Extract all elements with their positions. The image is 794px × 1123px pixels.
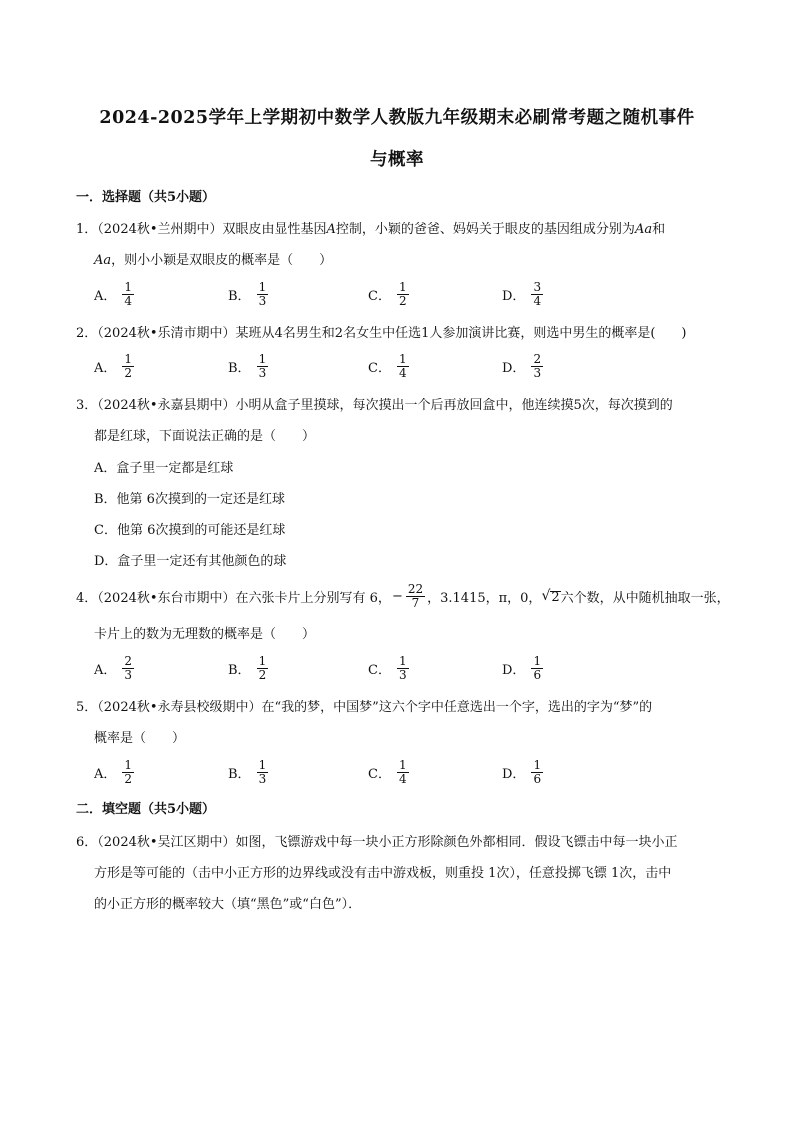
q2-option-d: D． $\frac{2}{3}$: [502, 351, 542, 380]
q4-text-end: 六个数，从中随机抽取一张，: [560, 590, 730, 606]
q2-option-c: C． $\frac{1}{4}$: [368, 351, 407, 380]
q1-option-d: D． $\frac{3}{4}$: [502, 279, 542, 308]
question-4-line2: 卡片上的数为无理数的概率是（ ）: [94, 627, 316, 642]
q4-negative-fraction: − $\frac{22}{7}$: [391, 581, 424, 610]
q3-option-a: A．盒子里一定都是红球: [94, 461, 234, 476]
section-fill-heading: 二．填空题（共5小题）: [76, 802, 216, 817]
fraction: $\frac{1}{6}$: [533, 757, 542, 786]
q2-option-b: B． $\frac{1}{3}$: [228, 351, 267, 380]
fraction: $\frac{1}{2}$: [124, 757, 133, 786]
question-4-line1: [76, 578, 730, 614]
q5-option-a: A． $\frac{1}{2}$: [94, 757, 133, 786]
sqrt-icon: √ 2: [541, 588, 560, 605]
doc-title-line2: 与概率: [370, 150, 424, 170]
q2-option-a: A． $\frac{1}{2}$: [94, 351, 133, 380]
fraction: $\frac{1}{4}$: [124, 279, 133, 308]
q5-option-d: D． $\frac{1}{6}$: [502, 757, 542, 786]
fraction: $\frac{1}{4}$: [398, 757, 407, 786]
fraction: $\frac{1}{2}$: [124, 351, 133, 380]
q4-option-a: A． $\frac{2}{3}$: [94, 653, 133, 682]
question-5-line1: 5．（2024秋•永寿县校级期中）在“我的梦，中国梦”这六个字中任意选出一个字，选出的字为“梦”的: [76, 700, 653, 715]
question-6-line3: 的小正方形的概率较大（填“黑色”或“白色”）．: [94, 897, 362, 912]
fraction: $\frac{1}{6}$: [533, 653, 542, 682]
question-5-line2: 概率是（ ）: [94, 731, 186, 746]
question-2-line1: 2．（2024秋•乐清市期中）某班从4名男生和2名女生中任选1人参加演讲比赛，则选中男生的概率是( ): [76, 326, 687, 341]
q1-option-c: C． $\frac{1}{2}$: [368, 279, 407, 308]
question-2-options: [94, 348, 734, 384]
q3-option-d: D．盒子里一定还有其他颜色的球: [94, 554, 287, 569]
question-1-line1: [76, 218, 665, 237]
q1-text-mid: 控制，小颖的爸爸、妈妈关于眼皮的基因组成分别为: [335, 222, 635, 237]
fraction: $\frac{1}{3}$: [258, 351, 267, 380]
fraction: $\frac{1}{2}$: [258, 653, 267, 682]
question-4-options: [94, 650, 734, 686]
fraction: $\frac{2}{3}$: [124, 653, 133, 682]
fraction: $\frac{1}{4}$: [398, 351, 407, 380]
q1-text-line2: ，则小小颖是双眼皮的概率是（ ）: [111, 253, 333, 268]
question-1-options: [94, 276, 734, 312]
q5-option-c: C． $\frac{1}{4}$: [368, 757, 407, 786]
q1-var-aa1: Aa: [634, 222, 653, 237]
question-3-line1: 3．（2024秋•永嘉县期中）小明从盒子里摸球，每次摸出一个后再放回盒中，他连续摸5次，每次摸到的: [76, 398, 673, 413]
q3-option-c: C．他第 6次摸到的可能还是红球: [94, 523, 286, 538]
fraction: $\frac{3}{4}$: [533, 279, 542, 308]
doc-title-line1: 2024-2025学年上学期初中数学人教版九年级期末必刷常考题之随机事件: [99, 108, 695, 128]
q1-var-a: A: [326, 222, 336, 237]
q4-text-mid: ，3.1415，π，0，: [427, 590, 542, 606]
q5-option-b: B． $\frac{1}{3}$: [228, 757, 267, 786]
q1-option-a: A． $\frac{1}{4}$: [94, 279, 133, 308]
q3-option-b: B．他第 6次摸到的一定还是红球: [94, 492, 285, 507]
section-choice-heading: 一．选择题（共5小题）: [76, 190, 216, 205]
q1-var-aa2: Aa: [94, 253, 112, 268]
question-6-line1: 6．（2024秋•吴江区期中）如图，飞镖游戏中每一块小正方形除颜色外都相同．假设飞镖击中每一块小正: [76, 835, 678, 850]
fraction: $\frac{2}{3}$: [533, 351, 542, 380]
q4-option-d: D． $\frac{1}{6}$: [502, 653, 542, 682]
q4-option-b: B． $\frac{1}{2}$: [228, 653, 267, 682]
question-1-line2: [94, 249, 332, 268]
fraction: $\frac{1}{2}$: [398, 279, 407, 308]
q1-text-pre: 1．（2024秋•兰州期中）双眼皮由显性基因: [76, 222, 327, 237]
q4-text-pre: 4．（2024秋•东台市期中）在六张卡片上分别写有 6，: [76, 590, 391, 606]
fraction: $\frac{1}{3}$: [258, 279, 267, 308]
question-5-options: [94, 754, 734, 790]
question-3-line2: 都是红球，下面说法正确的是（ ）: [94, 429, 316, 444]
q1-option-b: B． $\frac{1}{3}$: [228, 279, 267, 308]
fraction: $\frac{1}{3}$: [258, 757, 267, 786]
fraction: $\frac{1}{3}$: [398, 653, 407, 682]
question-6-line2: 方形是等可能的（击中小正方形的边界线或没有击中游戏板，则重投 1次），任意投掷飞镖 1次，击中: [94, 866, 672, 881]
q1-text-end: 和: [652, 222, 666, 237]
q4-option-c: C． $\frac{1}{3}$: [368, 653, 407, 682]
